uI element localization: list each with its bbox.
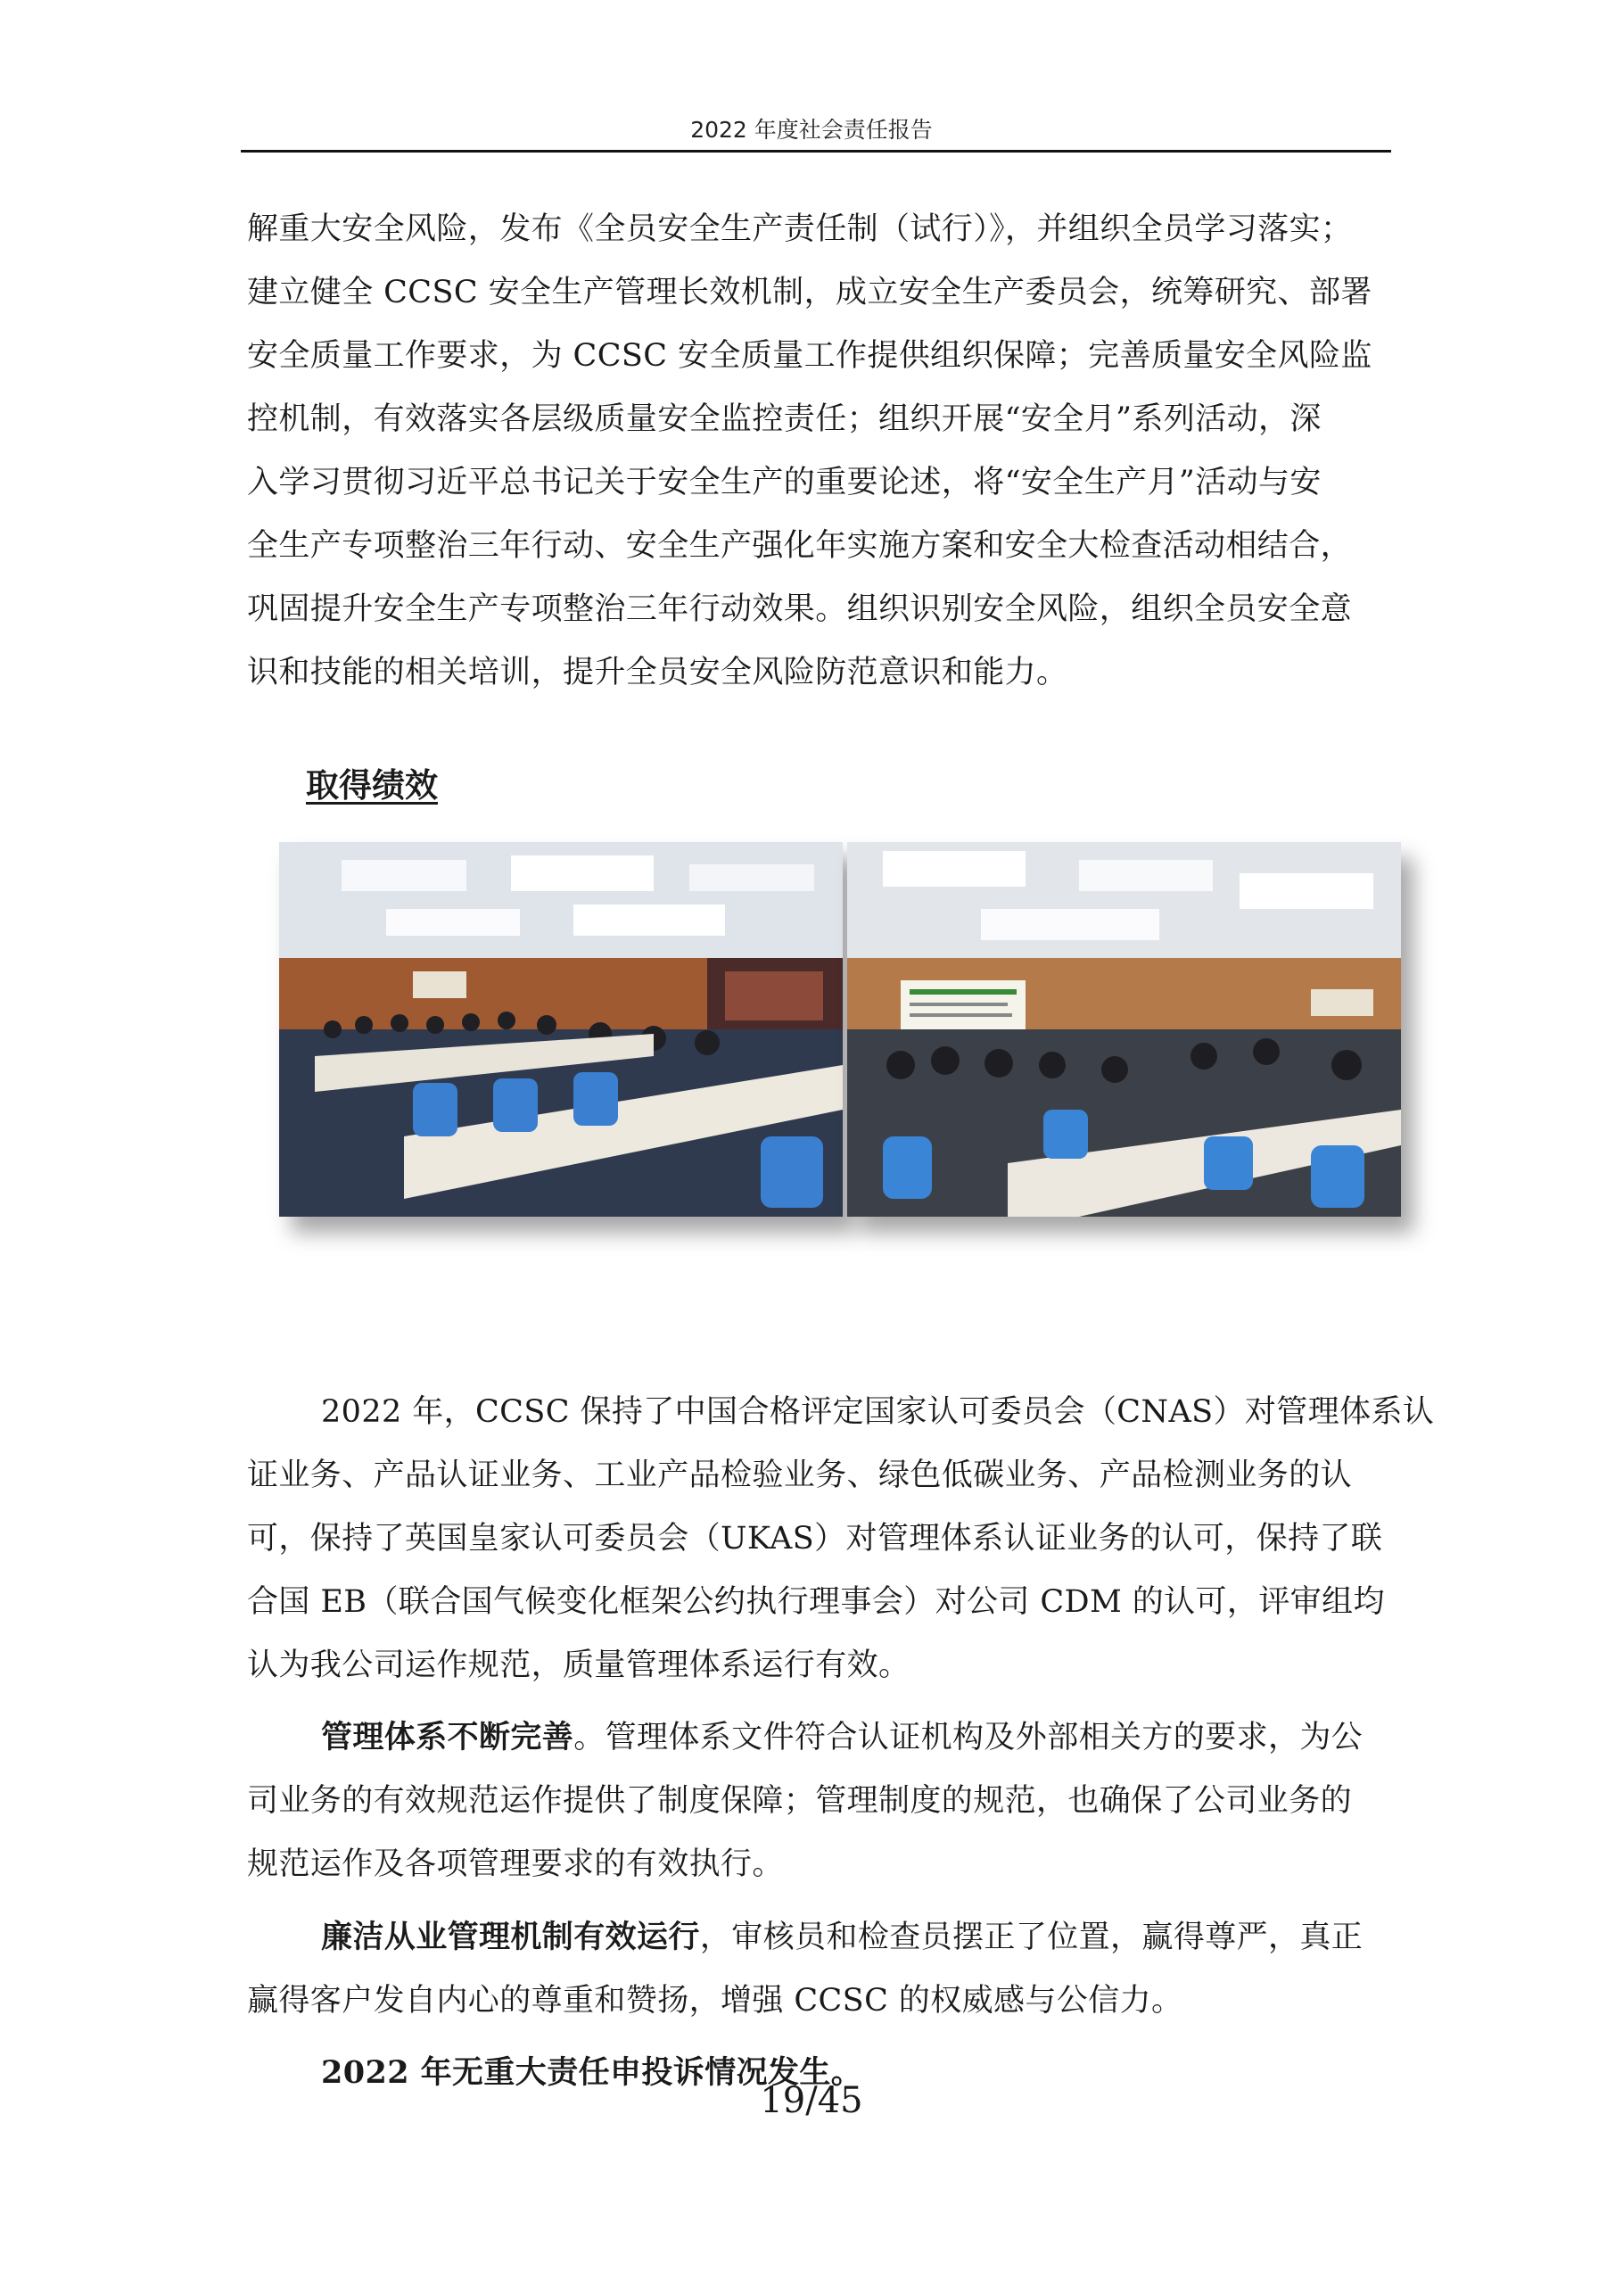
text-line: 控机制，有效落实各层级质量安全监控责任；组织开展“安全月”系列活动，深 (247, 401, 1322, 437)
management-lead: 管理体系不断完善 (321, 1719, 574, 1755)
text-line: 赢得客户发自内心的尊重和赞扬，增强 CCSC 的权威感与公信力。 (247, 1983, 1183, 2019)
text-line: 司业务的有效规范运作提供了制度保障；管理制度的规范，也确保了公司业务的 (247, 1783, 1353, 1819)
page-number: 19/45 (760, 2080, 863, 2121)
integrity-lead: 廉洁从业管理机制有效运行 (321, 1919, 700, 1955)
complaints-statement: 2022 年无重大责任申投诉情况发生。 (321, 2054, 863, 2091)
text-line: 安全质量工作要求，为 CCSC 安全质量工作提供组织保障；完善质量安全风险监 (247, 338, 1372, 374)
integrity-paragraph (247, 1905, 1392, 2033)
section-heading: 取得绩效 (306, 765, 438, 805)
text-line: 全生产专项整治三年行动、安全生产强化年实施方案和安全大检查活动相结合， (247, 528, 1353, 564)
management-lead-rest: 。管理体系文件符合认证机构及外部相关方的要求，为公 (573, 1720, 1363, 1755)
integrity-lead-rest: ，审核员和检查员摆正了位置，赢得尊严，真正 (699, 1920, 1363, 1955)
meeting-photo-right (847, 842, 1401, 1217)
intro-paragraph (247, 198, 1392, 705)
text-line: 证业务、产品认证业务、工业产品检验业务、绿色低碳业务、产品检测业务的认 (247, 1458, 1353, 1493)
text-line (247, 1905, 1392, 1970)
text-line: 建立健全 CCSC 安全生产管理长效机制，成立安全生产委员会，统筹研究、部署 (247, 275, 1372, 310)
text-line: 2022 年，CCSC 保持了中国合格评定国家认可委员会（CNAS）对管理体系认 (321, 1394, 1435, 1430)
text-line: 认为我公司运作规范，质量管理体系运行有效。 (247, 1648, 910, 1683)
text-line: 识和技能的相关培训，提升全员安全风险防范意识和能力。 (247, 655, 1068, 690)
text-line (247, 1705, 1392, 1770)
text-line: 解重大安全风险，发布《全员安全生产责任制（试行）》，并组织全员学习落实； (247, 211, 1353, 247)
meeting-photo-left (279, 842, 843, 1217)
text-line: 合国 EB（联合国气候变化框架公约执行理事会）对公司 CDM 的认可，评审组均 (247, 1584, 1385, 1620)
management-paragraph (247, 1705, 1392, 1896)
report-header-title: 2022 年度社会责任报告 (690, 117, 933, 143)
accreditation-paragraph (247, 1381, 1435, 1697)
text-line: 规范运作及各项管理要求的有效执行。 (247, 1846, 784, 1882)
text-line: 巩固提升安全生产专项整治三年行动效果。组织识别安全风险，组织全员安全意 (247, 591, 1353, 627)
text-line: 入学习贯彻习近平总书记关于安全生产的重要论述，将“安全生产月”活动与安 (247, 465, 1322, 500)
text-line: 可，保持了英国皇家认可委员会（UKAS）对管理体系认证业务的认可，保持了联 (247, 1521, 1383, 1557)
header-divider (241, 150, 1391, 153)
